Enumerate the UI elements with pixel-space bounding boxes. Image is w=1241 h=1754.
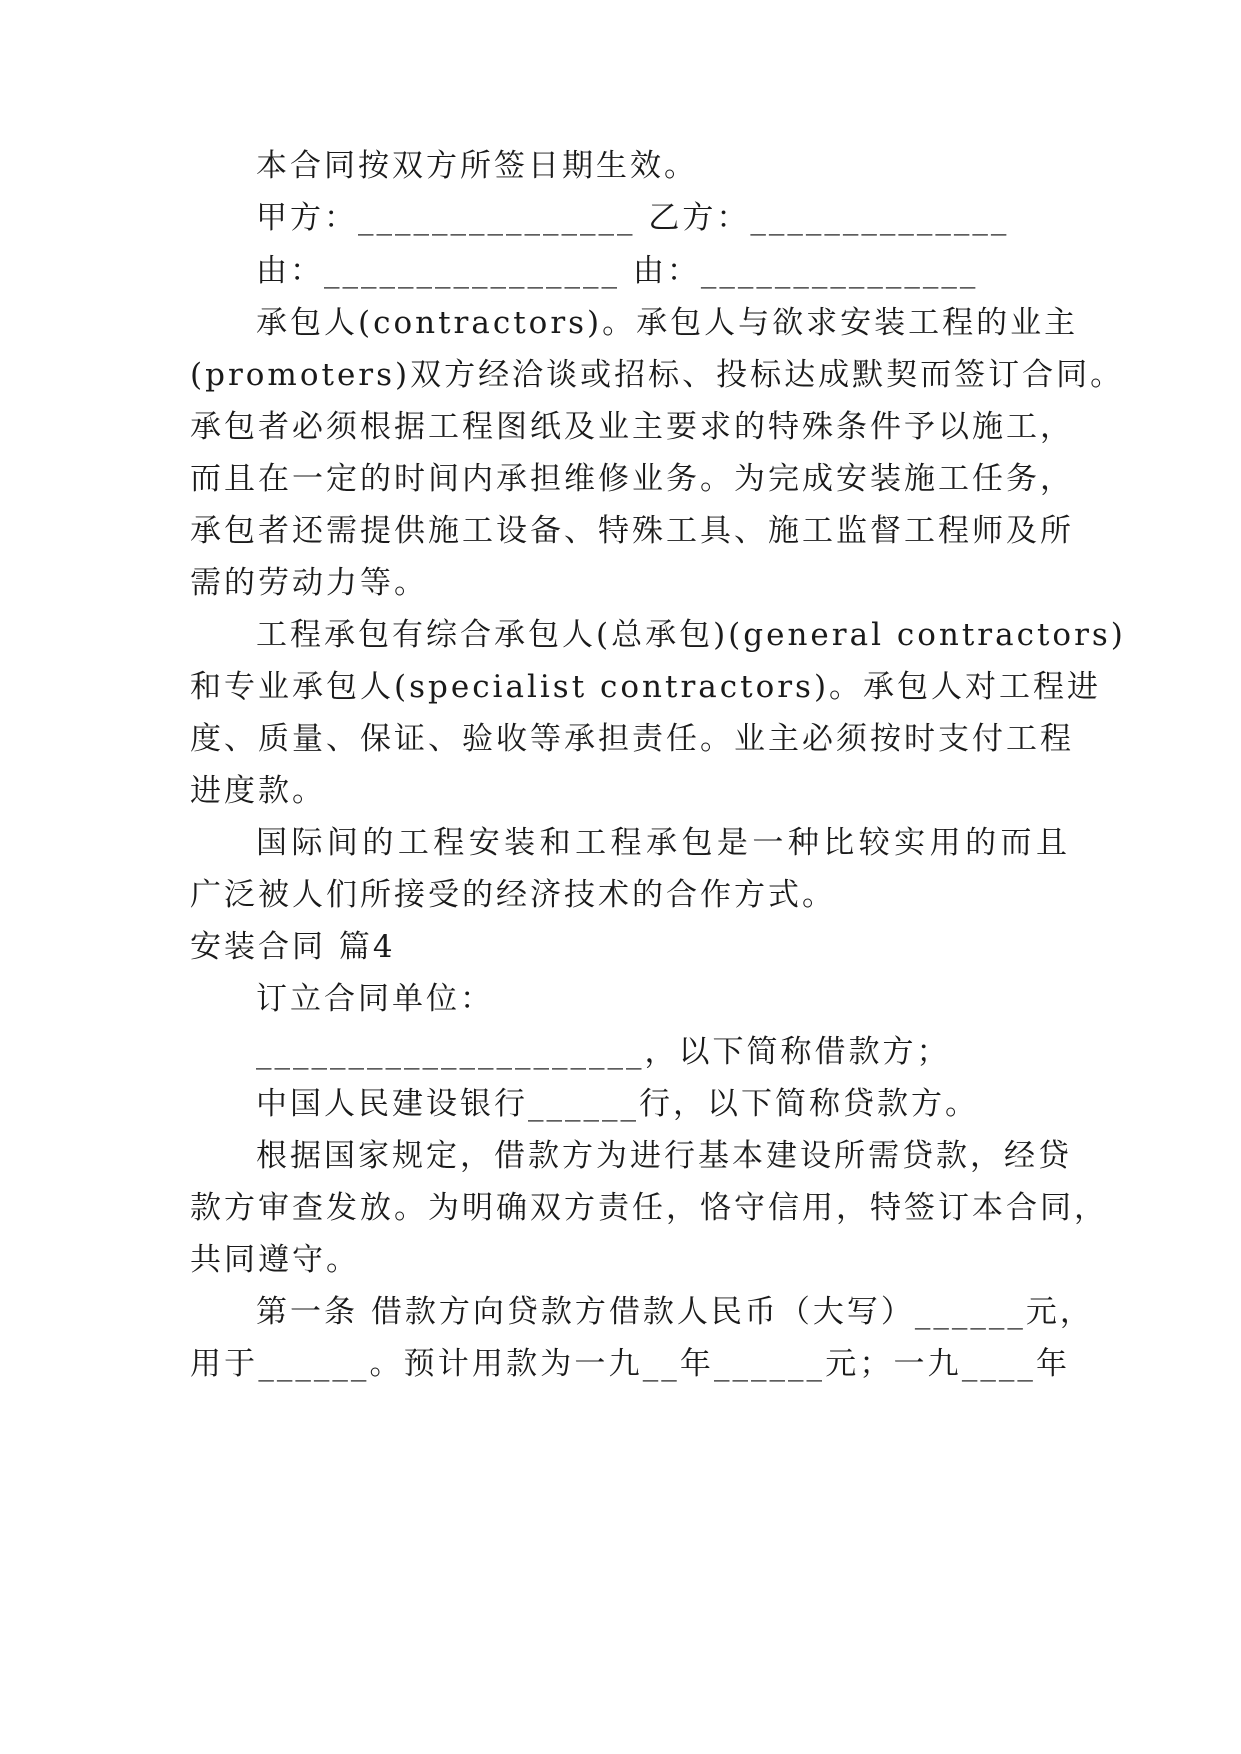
- paragraph-line: 度、质量、保证、验收等承担责任。业主必须按时支付工程: [190, 721, 1074, 757]
- paragraph-line: (promoters)双方经洽谈或招标、投标达成默契而签订合同。: [190, 357, 1125, 393]
- paragraph-line: 款方审查发放。为明确双方责任，恪守信用，特签订本合同，: [190, 1190, 1108, 1226]
- paragraph-line: 承包者必须根据工程图纸及业主要求的特殊条件予以施工，: [190, 409, 1074, 445]
- paragraph-line: 承包者还需提供施工设备、特殊工具、施工监督工程师及所: [190, 513, 1074, 549]
- paragraph-line: 承包人(contractors)。承包人与欲求安装工程的业主: [256, 305, 1079, 341]
- section-heading: 安装合同 篇4: [190, 929, 396, 965]
- article-one-line: 第一条 借款方向贷款方借款人民币（大写）______元，: [256, 1294, 1094, 1330]
- paragraph-line: 而且在一定的时间内承担维修业务。为完成安装施工任务，: [190, 461, 1074, 497]
- article-one-line: 用于______。预计用款为一九__年______元；一九____年: [190, 1346, 1070, 1382]
- paragraph-line: 工程承包有综合承包人(总承包)(general contractors): [256, 617, 1126, 653]
- paragraph-line: 共同遵守。: [190, 1242, 360, 1278]
- paragraph-line: 根据国家规定，借款方为进行基本建设所需贷款，经贷: [256, 1138, 1072, 1174]
- paragraph-line: 进度款。: [190, 773, 326, 809]
- effective-date-clause: 本合同按双方所签日期生效。: [256, 148, 698, 184]
- paragraph-line: 需的劳动力等。: [190, 565, 428, 601]
- paragraph-line: 国际间的工程安装和工程承包是一种比较实用的而且: [256, 825, 1070, 861]
- paragraph-line: 和专业承包人(specialist contractors)。承包人对工程进: [190, 669, 1102, 705]
- paragraph-line: 广泛被人们所接受的经济技术的合作方式。: [190, 877, 836, 913]
- representative-signature-line: 由：________________ 由：_______________: [256, 253, 979, 289]
- party-signature-line: 甲方：_______________ 乙方：______________: [256, 200, 1010, 236]
- contract-parties-label: 订立合同单位：: [256, 981, 494, 1017]
- borrower-line: _____________________，以下简称借款方；: [256, 1034, 951, 1070]
- lender-line: 中国人民建设银行______行，以下简称贷款方。: [256, 1086, 979, 1122]
